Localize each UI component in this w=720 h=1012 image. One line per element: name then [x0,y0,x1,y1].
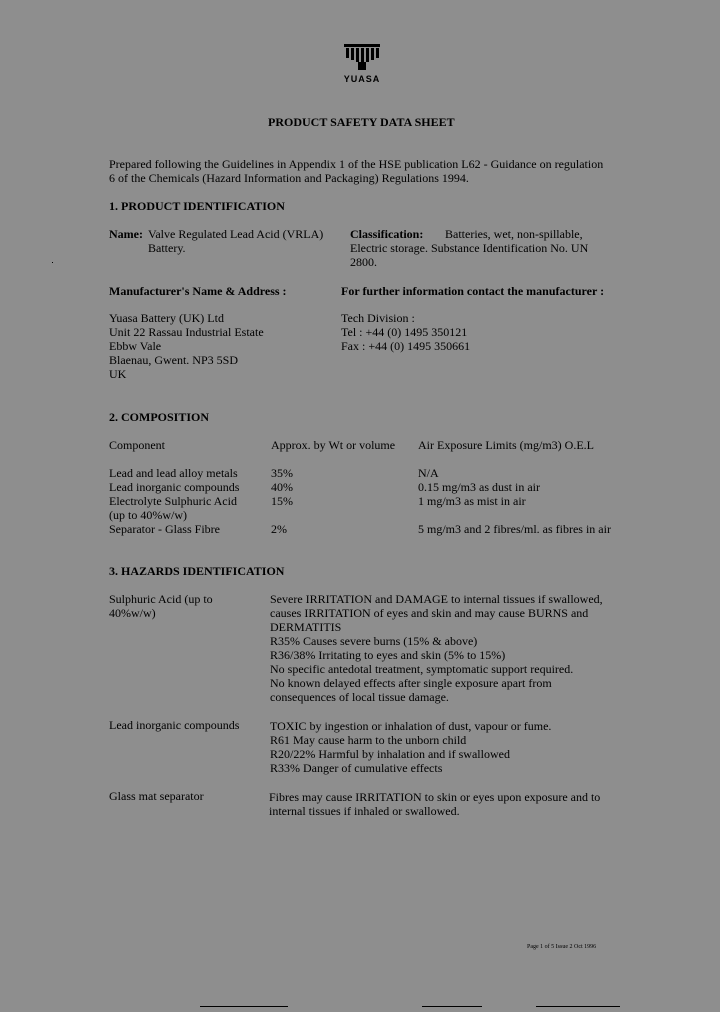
hazard-line: causes IRRITATION of eyes and skin and may cause BURNS and [270,606,589,620]
table-cell-component: Lead inorganic compounds [109,480,240,494]
stray-mark [52,262,53,263]
table-cell-limit: N/A [418,466,439,480]
table-cell-component: Electrolyte Sulphuric Acid [109,494,237,508]
hazard-line: TOXIC by ingestion or inhalation of dust, vapour or fume. [270,719,552,733]
hazard-line: Severe IRRITATION and DAMAGE to internal tissues if swallowed, [270,592,603,606]
document-title: PRODUCT SAFETY DATA SHEET [268,115,455,129]
table-header-approx: Approx. by Wt or volume [271,438,396,452]
classification-label: Classification: [350,227,424,241]
table-header-component: Component [109,438,165,452]
table-cell-limit: 5 mg/m3 and 2 fibres/ml. as fibres in air [418,522,611,536]
intro-line-1: Prepared following the Guidelines in Appendix 1 of the HSE publication L62 - Guidance on regulation [109,157,604,171]
contact-line: Fax : +44 (0) 1495 350661 [341,339,471,353]
contact-heading: For further information contact the manufacturer : [341,284,605,298]
hazard-label: 40%w/w) [109,606,156,620]
table-cell-component: Lead and lead alloy metals [109,466,238,480]
hazard-line: consequences of local tissue damage. [270,690,449,704]
hazard-line: No specific antedotal treatment, symptomatic support required. [270,662,574,676]
manufacturer-line: Yuasa Battery (UK) Ltd [109,311,224,325]
hazard-label: Sulphuric Acid (up to [109,592,213,606]
manufacturer-line: Blaenau, Gwent. NP3 5SD [109,353,238,367]
contact-line: Tel : +44 (0) 1495 350121 [341,325,468,339]
hazard-line: R61 May cause harm to the unborn child [270,733,467,747]
classification-line: 2800. [350,255,377,269]
hazard-line: R36/38% Irritating to eyes and skin (5% to 15%) [270,648,506,662]
table-cell-approx: 2% [271,522,287,536]
hazard-line: R33% Danger of cumulative effects [270,761,443,775]
hazard-line: R20/22% Harmful by inhalation and if swallowed [270,747,510,761]
logo-text: YUASA [343,74,381,84]
signature-line [536,1006,620,1007]
signature-line [422,1006,482,1007]
intro-line-2: 6 of the Chemicals (Hazard Information and Packaging) Regulations 1994. [109,171,469,185]
yuasa-logo-mark [338,42,386,72]
manufacturer-line: Unit 22 Rassau Industrial Estate [109,325,264,339]
section2-heading: 2. COMPOSITION [109,410,210,424]
classification-line: Electric storage. Substance Identification No. UN [350,241,589,255]
table-cell-component: Separator - Glass Fibre [109,522,220,536]
name-label: Name: [109,227,143,241]
classification-line: Batteries, wet, non-spillable, [445,227,583,241]
yuasa-logo [338,42,386,88]
section3-heading: 3. HAZARDS IDENTIFICATION [109,564,285,578]
hazard-line: R35% Causes severe burns (15% & above) [270,634,478,648]
table-cell-limit: 1 mg/m3 as mist in air [418,494,526,508]
table-cell-component: (up to 40%w/w) [109,508,187,522]
name-value-line: Battery. [148,241,186,255]
hazard-line: internal tissues if inhaled or swallowed. [269,804,460,818]
hazard-line: DERMATITIS [270,620,342,634]
hazard-line: No known delayed effects after single exposure apart from [270,676,552,690]
table-header-limit: Air Exposure Limits (mg/m3) O.E.L [418,438,594,452]
hazard-label: Lead inorganic compounds [109,718,240,732]
name-value-line: Valve Regulated Lead Acid (VRLA) [148,227,324,241]
contact-line: Tech Division : [341,311,415,325]
manufacturer-heading: Manufacturer's Name & Address : [109,284,287,298]
signature-line [200,1006,288,1007]
page-footer: Page 1 of 5 Issue 2 Oct 1996 [527,944,597,950]
section1-heading: 1. PRODUCT IDENTIFICATION [109,199,285,213]
table-cell-approx: 35% [271,466,293,480]
table-cell-limit: 0.15 mg/m3 as dust in air [418,480,540,494]
hazard-line: Fibres may cause IRRITATION to skin or eyes upon exposure and to [269,790,601,804]
table-cell-approx: 40% [271,480,293,494]
manufacturer-line: Ebbw Vale [109,339,162,353]
table-cell-approx: 15% [271,494,293,508]
hazard-label: Glass mat separator [109,789,204,803]
manufacturer-line: UK [109,367,127,381]
